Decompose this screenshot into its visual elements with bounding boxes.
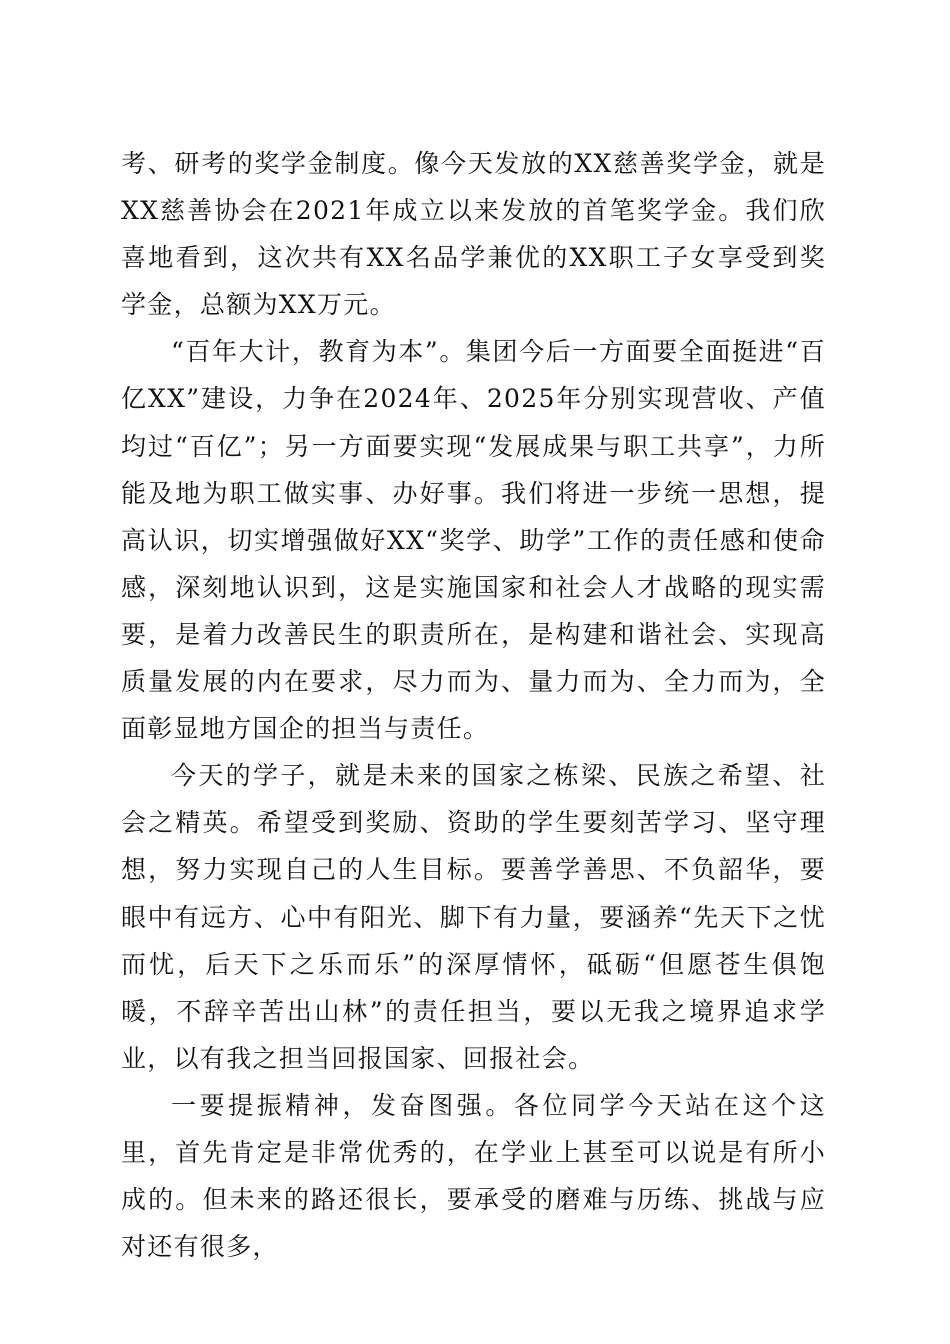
paragraph-continuation: 考、研考的奖学金制度。像今天发放的XX慈善奖学金，就是XX慈善协会在2021年成立以来发放的首笔奖学金。我们欣喜地看到，这次共有XX名品学兼优的XX职工子女享受到奖学金，总额为XX万元。 [121, 149, 826, 320]
paragraph-education: “百年大计，教育为本”。集团今后一方面要全面挺进“百亿XX”建设，力争在2024年、2025年分别实现营收、产值均过“百亿”；另一方面要实现“发展成果与职工共享”，力所能及地为职工做实事、办好事。我们将进一步统一思想，提高认识，切实增强做好XX“奖学、助学”工作的责任感和使命感，深刻地认识到，这是实施国家和社会人才战略的现实需要，是着力改善民生的职责所在，是构建和谐社会、实现高质量发展的内在要求，尽力而为、量力而为、全力而为，全面彰显地方国企的担当与责任。 [121, 337, 826, 744]
paragraph-spirit: 一要提振精神，发奋图强。各位同学今天站在这个这里，首先肯定是非常优秀的，在学业上甚至可以说是有所小成的。但未来的路还很长，要承受的磨难与历练、挑战与应对还有很多， [121, 1090, 826, 1262]
paragraph-students: 今天的学子，就是未来的国家之栋梁、民族之希望、社会之精英。希望受到奖励、资助的学生要刻苦学习、坚守理想，努力实现自己的人生目标。要善学善思、不负韶华，要眼中有远方、心中有阳光、脚下有力量，要涵养“先天下之忧而忧，后天下之乐而乐”的深厚情怀，砥砺“但愿苍生俱饱暖，不辞辛苦出山林”的责任担当，要以无我之境界追求学业，以有我之担当回报国家、回报社会。 [121, 761, 826, 1073]
body-text [121, 140, 826, 1270]
